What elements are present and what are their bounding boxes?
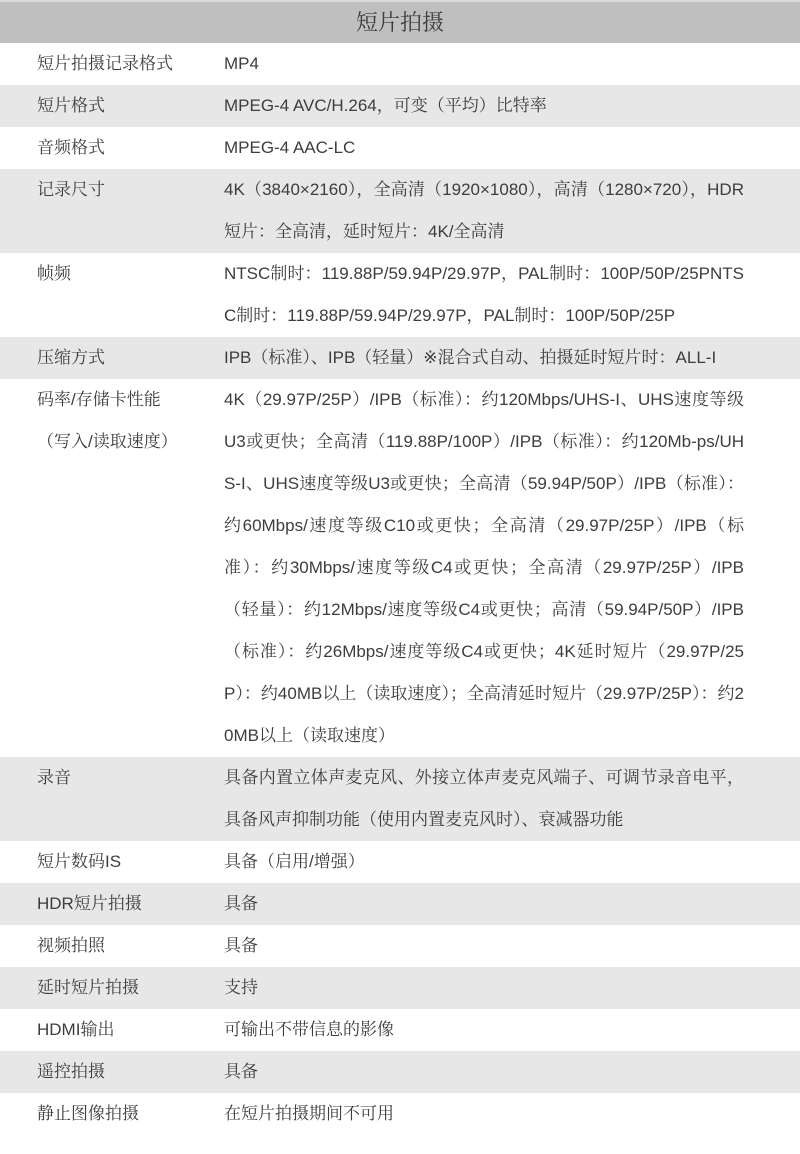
spec-value: 可输出不带信息的影像	[224, 1020, 394, 1039]
spec-table	[0, 43, 800, 1135]
spec-value: MP4	[224, 54, 259, 73]
table-row	[0, 43, 800, 85]
spec-label: HDR短片拍摄	[37, 894, 142, 913]
table-row	[0, 85, 800, 127]
table-row	[0, 169, 800, 253]
spec-label: 静止图像拍摄	[37, 1104, 139, 1123]
spec-value: 具备内置立体声麦克风、外接立体声麦克风端子、可调节录音电平，具备风声抑制功能（使用内置麦克风时）、衰减器功能	[224, 768, 744, 829]
table-row	[0, 757, 800, 841]
spec-value: 在短片拍摄期间不可用	[224, 1104, 394, 1123]
spec-label: 录音	[37, 768, 71, 787]
spec-value: IPB（标准）、IPB（轻量）※混合式自动、拍摄延时短片时：ALL-I	[224, 348, 717, 367]
section-header	[0, 0, 800, 43]
table-row	[0, 253, 800, 337]
table-row	[0, 1093, 800, 1135]
spec-value: 支持	[224, 978, 258, 997]
table-row	[0, 925, 800, 967]
spec-value: MPEG-4 AAC-LC	[224, 138, 356, 157]
table-row	[0, 337, 800, 379]
spec-value: 4K（29.97P/25P）/IPB（标准）：约120Mbps/UHS-I、UHS速度等级U3或更快；全高清（119.88P/100P）/IPB（标准）：约120Mb-ps/UHS-I、UHS速度等级U3或更快；全高清（59.94P/50P）/IPB（标准）：约60Mbps/速度等级C10或更快；全高清（29.97P/25P）/IPB（标准）：约30Mbps/速度等级C4或更快；全高清（29.97P/25P）/IPB（轻量）：约12Mbps/速度等级C4或更快；高清（59.94P/50P）/IPB（标准）：约26Mbps/速度等级C4或更快；4K延时短片（29.97P/25P）：约40MB以上（读取速度）；全高清延时短片（29.97P/25P）：约20MB以上（读取速度）	[224, 390, 744, 745]
spec-value: 具备	[224, 1062, 258, 1081]
spec-label: 压缩方式	[37, 348, 105, 367]
spec-label: 遥控拍摄	[37, 1062, 105, 1081]
section-title: 短片拍摄	[355, 10, 444, 35]
spec-label: 短片拍摄记录格式	[37, 54, 173, 73]
spec-label: 短片数码IS	[37, 852, 122, 871]
spec-label: 码率/存储卡性能（写入/读取速度）	[37, 390, 178, 451]
spec-label: 帧频	[37, 264, 71, 283]
spec-value: 具备	[224, 936, 258, 955]
table-row	[0, 379, 800, 757]
spec-value: NTSC制时：119.88P/59.94P/29.97P，PAL制时：100P/50P/25PNTSC制时：119.88P/59.94P/29.97P，PAL制时：100P/50P/25P	[224, 264, 744, 325]
spec-label: 记录尺寸	[37, 180, 105, 199]
spec-label: 短片格式	[37, 96, 105, 115]
spec-value: 具备（启用/增强）	[224, 852, 365, 871]
table-row	[0, 883, 800, 925]
spec-label: 延时短片拍摄	[37, 978, 139, 997]
spec-value: MPEG-4 AVC/H.264，可变（平均）比特率	[224, 96, 547, 115]
spec-label: 视频拍照	[37, 936, 105, 955]
table-row	[0, 127, 800, 169]
spec-value: 4K（3840×2160），全高清（1920×1080），高清（1280×720），HDR短片：全高清，延时短片：4K/全高清	[224, 180, 744, 241]
spec-value: 具备	[224, 894, 258, 913]
spec-label: HDMI输出	[37, 1020, 115, 1039]
table-row	[0, 841, 800, 883]
table-row	[0, 1051, 800, 1093]
table-row	[0, 967, 800, 1009]
table-row	[0, 1009, 800, 1051]
spec-label: 音频格式	[37, 138, 105, 157]
